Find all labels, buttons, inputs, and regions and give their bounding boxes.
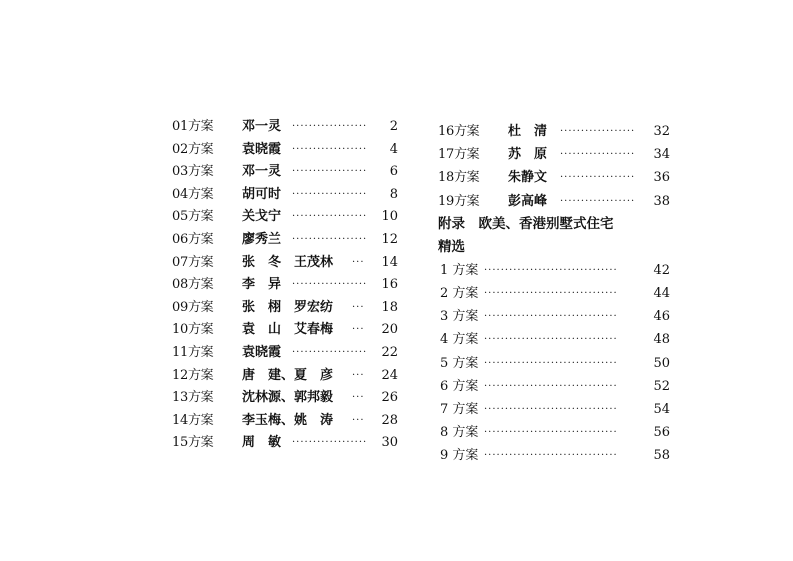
- dot-leader: ···: [352, 414, 365, 426]
- entry-page: 2: [389, 119, 398, 134]
- entry-number: 7 方案: [440, 401, 479, 417]
- entry-page: 16: [381, 277, 398, 293]
- toc-entry[interactable]: [172, 139, 398, 162]
- dot-leader: ··················: [292, 166, 368, 178]
- dot-leader: ··················: [292, 233, 368, 245]
- entry-number: 15方案: [172, 435, 214, 451]
- entry-page: 26: [381, 390, 398, 406]
- entry-page: 8: [389, 186, 398, 202]
- toc-entry[interactable]: [172, 206, 398, 229]
- entry-number: 05方案: [172, 209, 214, 225]
- entry-number: 1 方案: [440, 262, 479, 278]
- entry-number: 04方案: [172, 186, 214, 202]
- entry-number: 06方案: [172, 231, 214, 247]
- entry-page: 24: [381, 367, 398, 383]
- appendix-entry[interactable]: [438, 352, 670, 375]
- entry-designer: 袁晓霞: [242, 141, 282, 157]
- dot-leader: ··················: [292, 279, 368, 291]
- dot-leader: ···: [352, 301, 365, 313]
- entry-page: 52: [653, 378, 670, 394]
- entry-page: 32: [653, 124, 670, 139]
- entry-number: 13方案: [172, 390, 214, 406]
- dot-leader: ···: [352, 256, 365, 268]
- entry-number: 11方案: [172, 344, 214, 360]
- dot-leader: ··················: [560, 172, 636, 184]
- toc-entry[interactable]: [438, 166, 670, 189]
- dot-leader: ··················: [292, 211, 368, 223]
- toc-right-column: [438, 120, 670, 467]
- dot-leader: ································: [484, 357, 618, 369]
- appendix-entry[interactable]: [438, 444, 670, 467]
- appendix-heading: 附录 欧美、香港别墅式住宅: [438, 215, 614, 232]
- entry-number: 18方案: [438, 170, 480, 186]
- appendix-entry[interactable]: [438, 375, 670, 398]
- entry-designer: 彭高峰: [508, 193, 548, 209]
- dot-leader: ································: [484, 380, 618, 392]
- entry-number: 19方案: [438, 193, 480, 209]
- entry-number: 17方案: [438, 147, 480, 163]
- toc-entry[interactable]: [172, 432, 398, 455]
- dot-leader: ··················: [560, 195, 636, 207]
- entry-number: 07方案: [172, 254, 214, 270]
- entry-number: 12方案: [172, 367, 214, 383]
- entry-page: 6: [389, 164, 398, 180]
- entry-page: 4: [389, 141, 398, 157]
- entry-number: 4 方案: [440, 332, 479, 348]
- entry-page: 56: [653, 425, 670, 441]
- entry-page: 50: [653, 355, 670, 371]
- entry-number: 3 方案: [440, 309, 479, 325]
- entry-page: 20: [381, 322, 398, 338]
- dot-leader: ···: [352, 392, 365, 404]
- entry-page: 46: [653, 309, 670, 325]
- toc-entry[interactable]: [438, 190, 670, 213]
- entry-page: 22: [381, 344, 398, 360]
- dot-leader: ··················: [292, 143, 368, 155]
- entry-designer: 苏 原: [508, 147, 548, 163]
- dot-leader: ··················: [560, 126, 636, 137]
- entry-page: 28: [381, 412, 398, 428]
- entry-designer: 邓一灵: [242, 119, 282, 134]
- toc-entry[interactable]: [172, 116, 398, 139]
- dot-leader: ································: [484, 427, 618, 439]
- entry-page: 34: [653, 147, 670, 163]
- entry-number: 10方案: [172, 322, 214, 338]
- entry-designer: 李 异: [242, 277, 282, 293]
- entry-page: 14: [381, 254, 398, 270]
- dot-leader: ································: [484, 334, 618, 346]
- entry-number: 5 方案: [440, 355, 479, 371]
- entry-designer: 袁 山 艾春梅: [242, 322, 334, 338]
- entry-page: 36: [653, 170, 670, 186]
- appendix-heading-continued: 精选: [438, 238, 465, 255]
- entry-number: 14方案: [172, 412, 214, 428]
- appendix-entry[interactable]: [438, 421, 670, 444]
- appendix-entry[interactable]: [438, 328, 670, 351]
- toc-left-column: [172, 116, 398, 455]
- dot-leader: ································: [484, 403, 618, 415]
- appendix-entry[interactable]: [438, 305, 670, 328]
- toc-entry[interactable]: [172, 274, 398, 297]
- toc-entry[interactable]: [172, 252, 398, 275]
- toc-entry[interactable]: [172, 365, 398, 388]
- appendix-entry[interactable]: [438, 398, 670, 421]
- entry-page: 12: [381, 231, 398, 247]
- toc-entry[interactable]: [172, 184, 398, 207]
- entry-number: 08方案: [172, 277, 214, 293]
- entry-number: 6 方案: [440, 378, 479, 394]
- dot-leader: ···: [352, 369, 365, 381]
- entry-number: 2 方案: [440, 285, 479, 301]
- entry-designer: 张 冬 王茂林: [242, 254, 334, 270]
- appendix-entry[interactable]: [438, 259, 670, 282]
- entry-page: 58: [653, 448, 670, 464]
- dot-leader: ································: [484, 311, 618, 323]
- entry-page: 44: [653, 285, 670, 301]
- dot-leader: ··················: [292, 188, 368, 200]
- entry-designer: 唐 建、夏 彦: [242, 367, 334, 383]
- entry-page: 38: [653, 193, 670, 209]
- entry-page: 48: [653, 332, 670, 348]
- dot-leader: ···: [352, 324, 365, 336]
- toc-entry[interactable]: [172, 319, 398, 342]
- entry-number: 8 方案: [440, 425, 479, 441]
- entry-designer: 胡可时: [242, 186, 282, 202]
- entry-number: 03方案: [172, 164, 214, 180]
- dot-leader: ··················: [560, 149, 636, 161]
- toc-entry[interactable]: [172, 161, 398, 184]
- entry-number: 02方案: [172, 141, 214, 157]
- toc-entry[interactable]: [438, 143, 670, 166]
- entry-number: 01方案: [172, 119, 214, 134]
- entry-page: 18: [381, 299, 398, 315]
- entry-page: 54: [653, 401, 670, 417]
- entry-designer: 张 栩 罗宏纺: [242, 299, 334, 315]
- entry-number: 16方案: [438, 124, 480, 139]
- entry-number: 09方案: [172, 299, 214, 315]
- toc-entry[interactable]: [438, 120, 670, 143]
- entry-number: 9 方案: [440, 448, 479, 464]
- toc-entry[interactable]: [172, 387, 398, 410]
- toc-entry[interactable]: [172, 342, 398, 365]
- entry-designer: 邓一灵: [242, 164, 282, 180]
- entry-designer: 杜 清: [508, 124, 548, 139]
- entry-page: 30: [381, 435, 398, 451]
- toc-entry[interactable]: [172, 229, 398, 252]
- toc-entry[interactable]: [172, 410, 398, 433]
- dot-leader: ··················: [292, 346, 368, 358]
- dot-leader: ································: [484, 450, 618, 462]
- appendix-entry[interactable]: [438, 282, 670, 305]
- toc-entry[interactable]: [172, 297, 398, 320]
- dot-leader: ································: [484, 287, 618, 299]
- entry-designer: 沈林源、郭邦毅: [242, 390, 334, 406]
- entry-page: 42: [653, 262, 670, 278]
- entry-designer: 袁晓霞: [242, 344, 282, 360]
- entry-designer: 李玉梅、姚 涛: [242, 412, 334, 428]
- entry-page: 10: [381, 209, 398, 225]
- entry-designer: 廖秀兰: [242, 231, 282, 247]
- dot-leader: ··················: [292, 437, 368, 449]
- dot-leader: ··················: [292, 121, 368, 132]
- entry-designer: 关戈宁: [242, 209, 282, 225]
- entry-designer: 朱静文: [508, 170, 548, 186]
- dot-leader: ································: [484, 264, 618, 276]
- entry-designer: 周 敏: [242, 435, 282, 451]
